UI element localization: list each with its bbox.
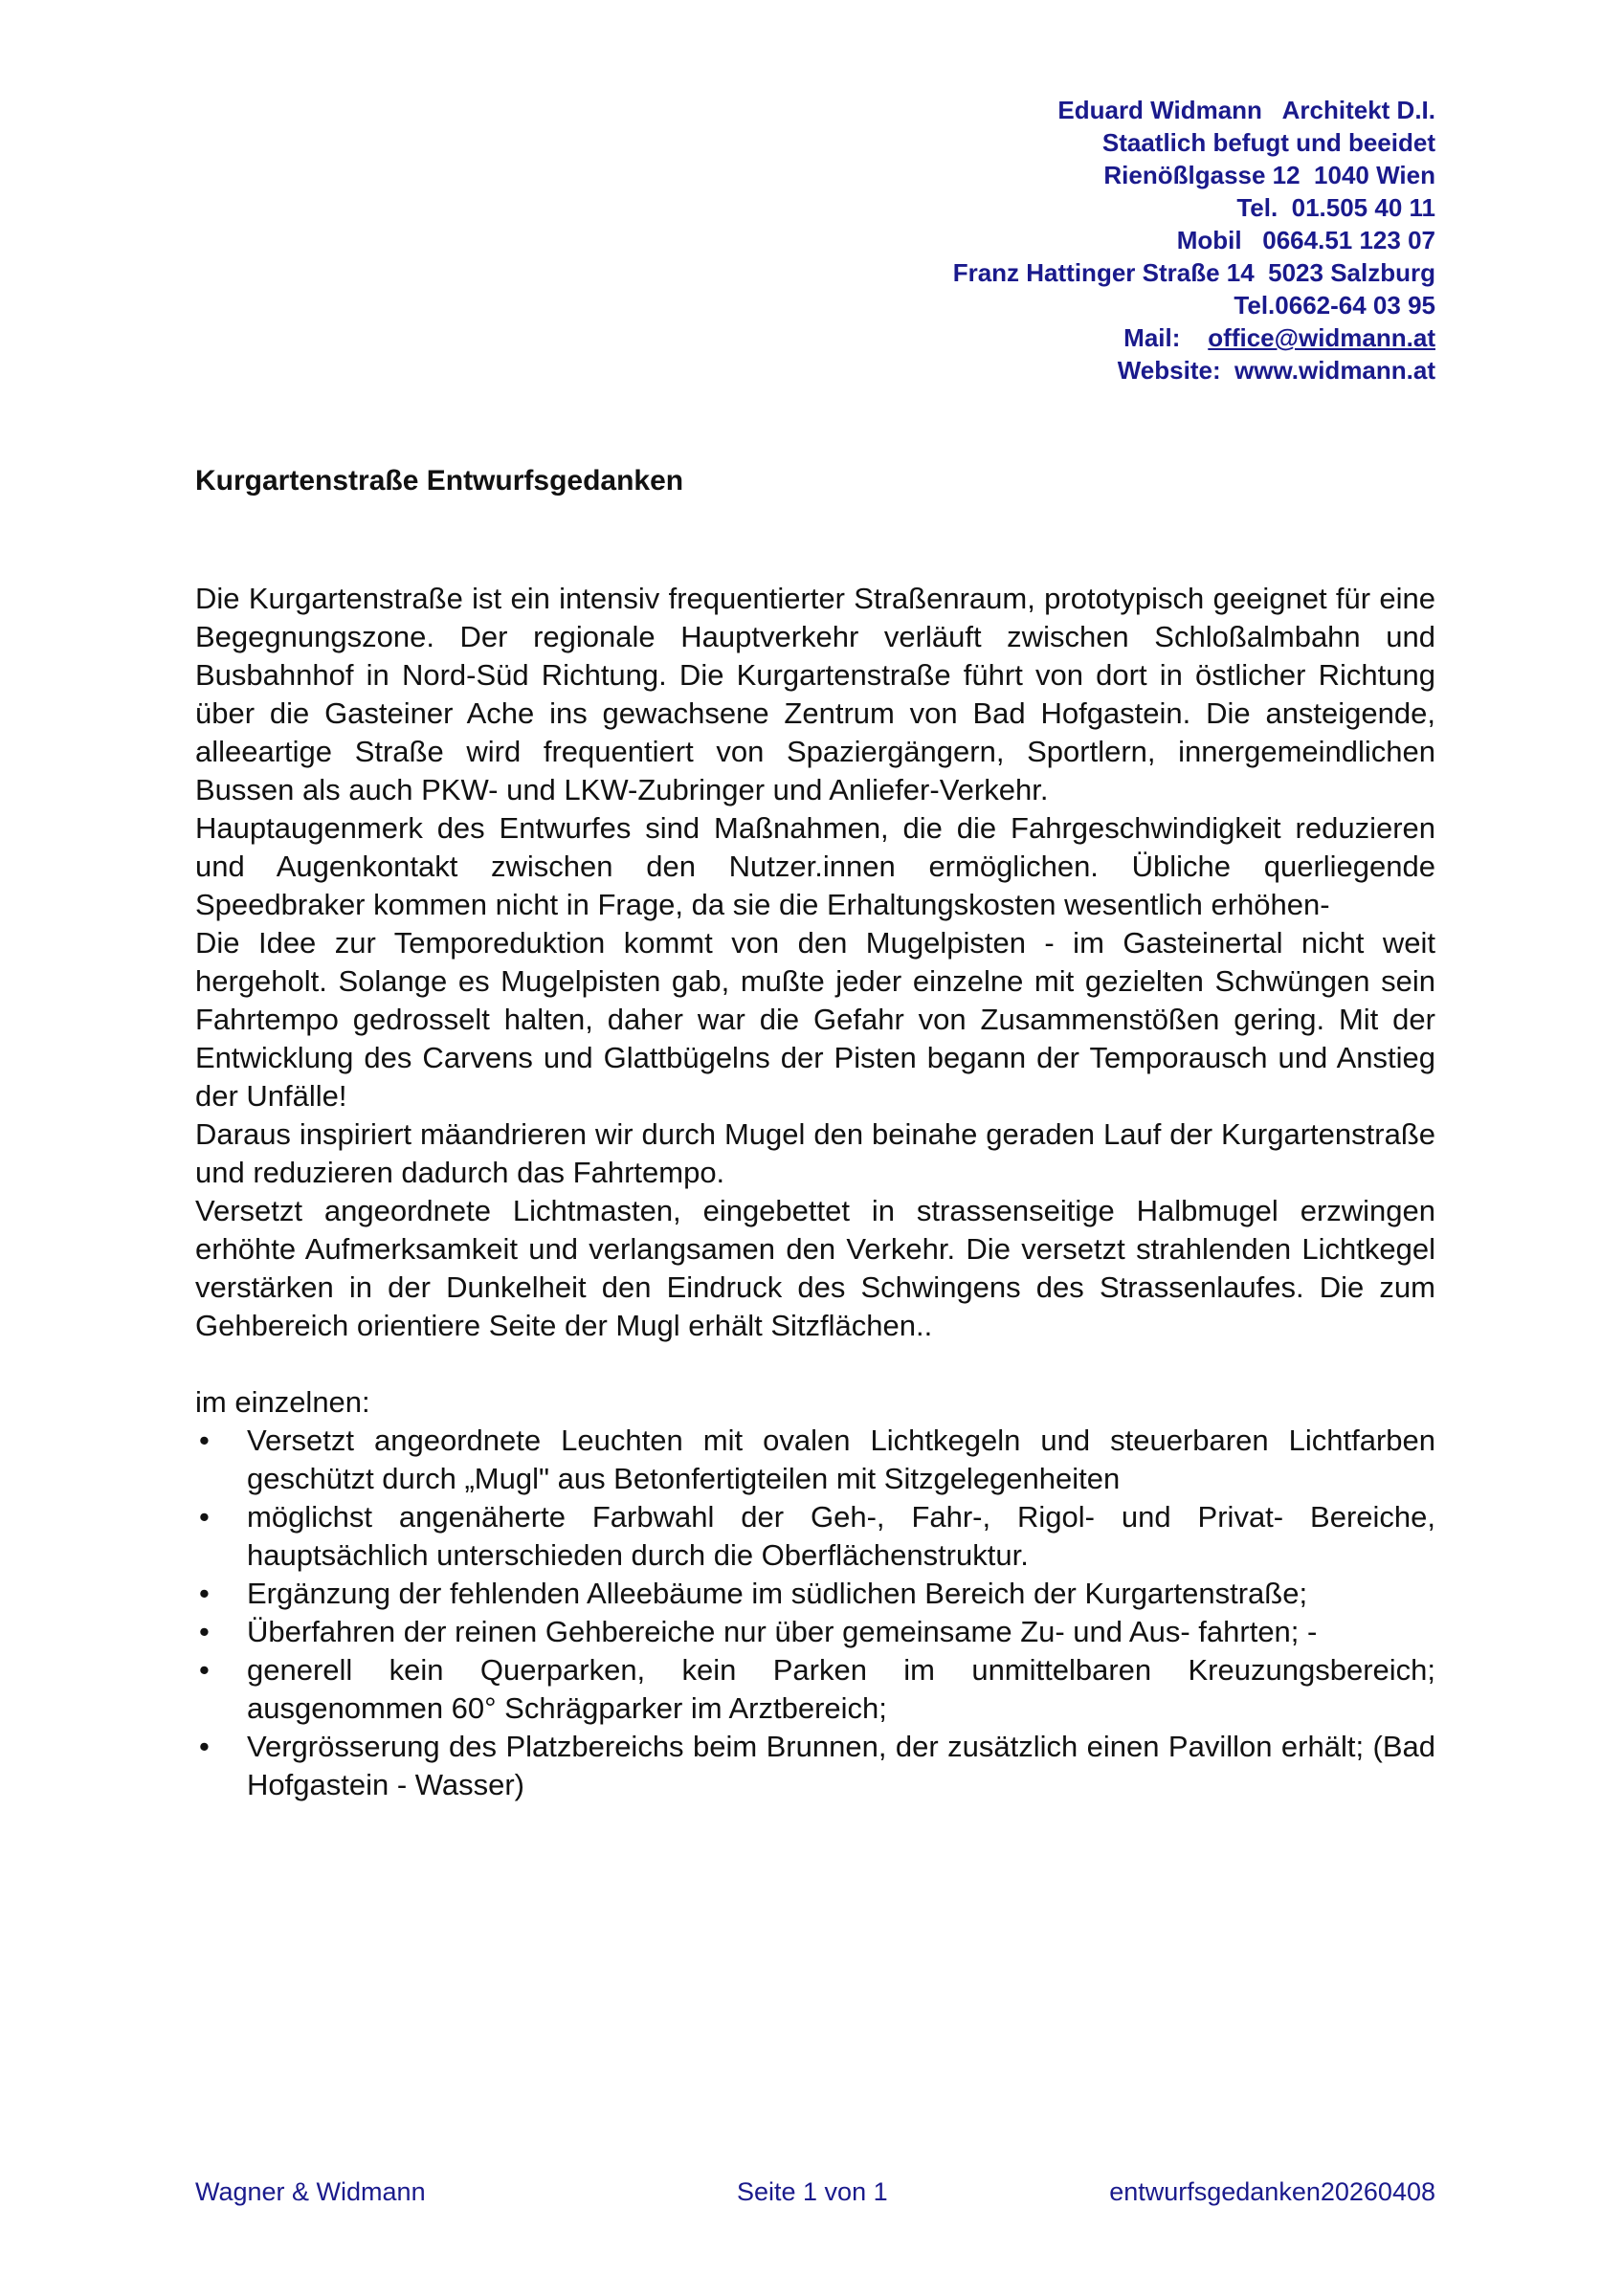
list-item-text: möglichst angenäherte Farbwahl der Geh-, Fahr-, Rigol- und Privat- Bereiche, hauptsächlich unterschieden durch die Oberflächenstruktur. xyxy=(247,1500,1435,1572)
paragraph: Die Kurgartenstraße ist ein intensiv frequentierter Straßenraum, prototypisch geeignet für eine Begegnungszone. Der regionale Hauptverkehr verläuft zwischen Schloßalmbahn und Busbahnhof in Nord-Süd Richtung. Die Kurgartenstraße führt von dort in östlicher Richtung über die Gasteiner Ache ins gewachsene Zentrum von Bad Hofgastein. Die ansteigende, alleeartige Straße wird frequentiert von Spaziergängern, Sportlern, innergemeindlichen Bussen als auch PKW- und LKW-Zubringer und Anliefer-Verkehr. xyxy=(195,582,1435,806)
list-item-text: Versetzt angeordnete Leuchten mit ovalen Lichtkegeln und steuerbaren Lichtfarben geschützt durch „Mugl" aus Betonfertigteilen mit Sitzgelegenheiten xyxy=(247,1424,1435,1495)
bullet-icon: • xyxy=(199,1424,210,1457)
letterhead xyxy=(574,94,1435,386)
page-number: Seite 1 von 1 xyxy=(737,2177,888,2206)
list-item xyxy=(195,1651,1435,1728)
bullet-icon: • xyxy=(199,1730,210,1763)
list-item xyxy=(195,1613,1435,1651)
tel-salzburg: Tel.0662-64 03 95 xyxy=(1234,291,1435,320)
mail-label: Mail: xyxy=(1123,323,1209,352)
bullet-icon: • xyxy=(199,1653,210,1687)
bullet-icon: • xyxy=(199,1500,210,1534)
details-list xyxy=(195,1422,1435,1804)
list-item-text: generell kein Querparken, kein Parken im unmittelbaren Kreuzungsbereich; ausgenommen 60° Schrägparker im Arztbereich; xyxy=(247,1653,1435,1725)
address-vienna: Rienößlgasse 12 1040 Wien xyxy=(1103,161,1435,189)
list-item xyxy=(195,1728,1435,1804)
paragraph: Die Idee zur Temporeduktion kommt von den Mugelpisten - im Gasteinertal nicht weit hergeholt. Solange es Mugelpisten gab, mußte jeder einzelne mit gezielten Schwüngen sein Fahrtempo gedrosselt halten, daher war die Gefahr von Zusammenstößen gering. Mit der Entwicklung des Carvens und Glattbügelns der Pisten begann der Temporausch und Anstieg der Unfälle! xyxy=(195,926,1435,1113)
tel-vienna: Tel. 01.505 40 11 xyxy=(1236,193,1435,222)
footer-filename: entwurfsgedanken20260408 xyxy=(1109,2177,1435,2206)
list-item xyxy=(195,1498,1435,1575)
architect-name: Eduard Widmann Architekt D.I. xyxy=(1057,96,1435,124)
address-salzburg: Franz Hattinger Straße 14 5023 Salzburg xyxy=(952,258,1435,287)
list-item-text: Ergänzung der fehlenden Alleebäume im südlichen Bereich der Kurgartenstraße; xyxy=(247,1577,1308,1610)
paragraph: Versetzt angeordnete Lichtmasten, eingebettet in strassenseitige Halbmugel erzwingen erhöhte Aufmerksamkeit und verlangsamen den Verkehr. Die versetzt strahlenden Lichtkegel verstärken in der Dunkelheit den Eindruck des Schwingens des Strassenlaufes. Die zum Gehbereich orientiere Seite der Mugl erhält Sitzflächen.. xyxy=(195,1194,1435,1342)
mail-line xyxy=(574,321,1435,354)
footer-left: Wagner & Widmann xyxy=(195,2177,426,2206)
document-title: Kurgartenstraße Entwurfsgedanken xyxy=(195,465,684,497)
bullet-icon: • xyxy=(199,1577,210,1610)
paragraph: Daraus inspiriert mäandrieren wir durch Mugel den beinahe geraden Lauf der Kurgartenstraße und reduzieren dadurch das Fahrtempo. xyxy=(195,1117,1435,1189)
list-item-text: Überfahren der reinen Gehbereiche nur über gemeinsame Zu- und Aus- fahrten; - xyxy=(247,1615,1318,1648)
page-footer xyxy=(195,2177,1435,2216)
bullet-icon: • xyxy=(199,1615,210,1648)
email-link[interactable]: office@widmann.at xyxy=(1208,323,1435,352)
qualification: Staatlich befugt und beeidet xyxy=(1101,128,1435,157)
website-line: Website: www.widmann.at xyxy=(1117,356,1435,385)
list-item xyxy=(195,1422,1435,1498)
paragraph: Hauptaugenmerk des Entwurfes sind Maßnahmen, die die Fahrgeschwindigkeit reduzieren und Augenkontakt zwischen den Nutzer.innen ermöglichen. Übliche querliegende Speedbraker kommen nicht in Frage, da sie die Erhaltungskosten wesentlich erhöhen- xyxy=(195,811,1435,921)
details-label: im einzelnen: xyxy=(195,1385,370,1419)
list-item-text: Vergrösserung des Platzbereichs beim Brunnen, der zusätzlich einen Pavillon erhält; (Bad Hofgastein - Wasser) xyxy=(247,1730,1435,1801)
list-item xyxy=(195,1575,1435,1613)
mobile-number: Mobil 0664.51 123 07 xyxy=(1176,226,1435,254)
document-body xyxy=(195,580,1435,1804)
